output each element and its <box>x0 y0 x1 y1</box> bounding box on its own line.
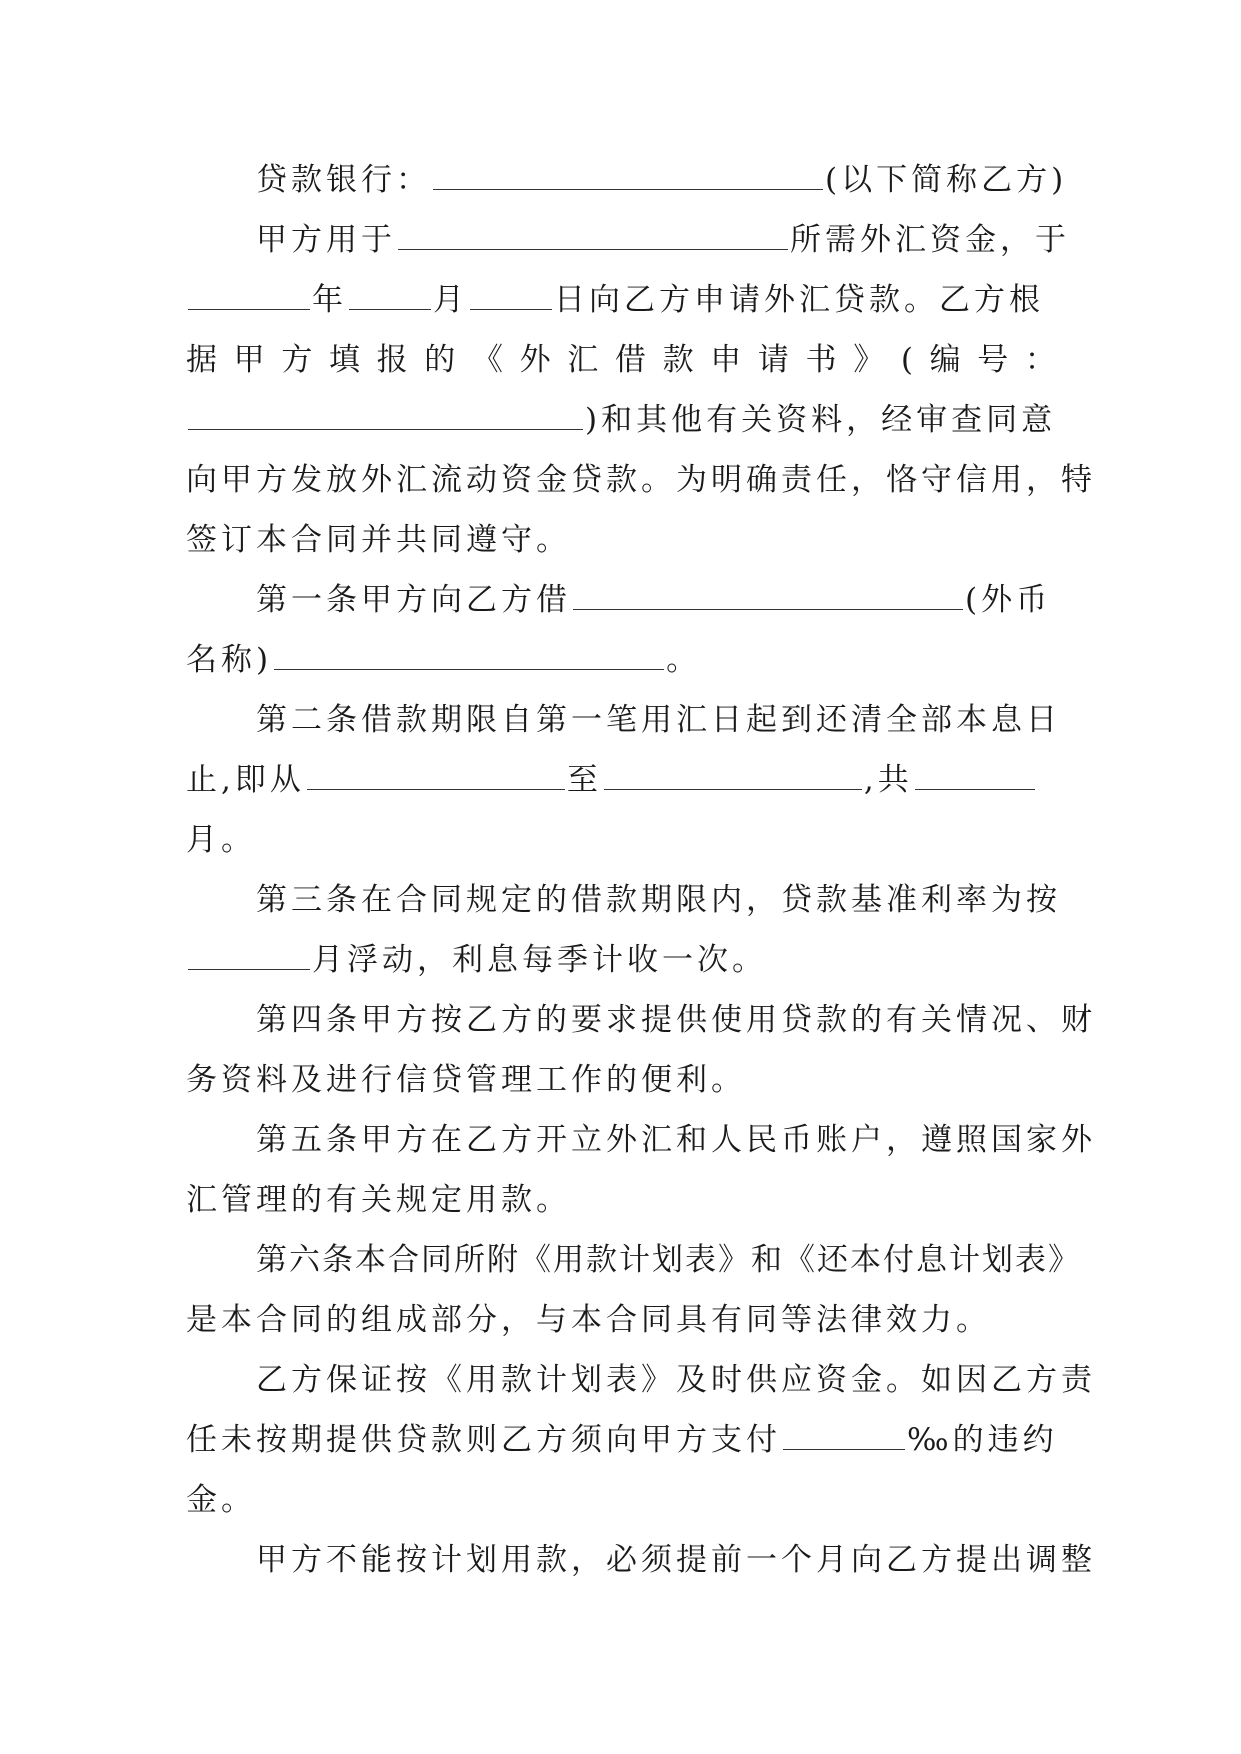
text-fragment: (以下简称乙方) <box>825 162 1068 198</box>
text-fragment: 月。 <box>186 822 256 858</box>
text-line <box>186 810 1056 870</box>
text-fragment: 。 <box>666 642 702 678</box>
text-fragment: 第六条本合同所附《用款计划表》和《还本付息计划表》 <box>256 1242 1081 1278</box>
guarantee-line <box>256 1350 1096 1410</box>
blank-field[interactable] <box>573 575 963 610</box>
char: 的 <box>424 342 456 378</box>
text-fragment: 月浮动，利息每季计收一次。 <box>312 942 767 978</box>
text-line <box>186 510 1056 570</box>
char: 借 <box>614 342 646 378</box>
text-fragment: 第三条在合同规定的借款期限内，贷款基准利率为按 <box>256 882 1061 918</box>
text-fragment: 所需外汇资金，于 <box>790 222 1070 258</box>
char: 》 <box>853 342 885 378</box>
text-line <box>186 1050 1056 1110</box>
char: 甲 <box>233 342 265 378</box>
currency-line <box>186 630 1056 690</box>
blank-field[interactable] <box>470 275 552 310</box>
text-fragment: 签订本合同并共同遵守。 <box>186 522 571 558</box>
article-3-line <box>256 870 1061 930</box>
article-6-line <box>256 1230 1081 1290</box>
char: 申 <box>710 342 742 378</box>
text-fragment: 日向乙方申请外汇贷款。乙方根 <box>554 282 1044 318</box>
blank-field[interactable] <box>188 275 310 310</box>
char: 填 <box>328 342 360 378</box>
blank-field[interactable] <box>398 215 788 250</box>
text-fragment: (外币 <box>965 582 1052 618</box>
text-fragment: 月 <box>433 282 468 318</box>
char: 书 <box>805 342 837 378</box>
char: 《 <box>471 342 503 378</box>
blank-field[interactable] <box>433 155 823 190</box>
text-fragment: 第五条甲方在乙方开立外汇和人民币账户，遵照国家外 <box>256 1122 1096 1158</box>
period-line <box>186 750 1056 810</box>
purpose-line <box>256 210 1070 270</box>
text-fragment: 是本合同的组成部分，与本合同具有同等法律效力。 <box>186 1302 991 1338</box>
text-fragment: 甲方用于 <box>256 222 396 258</box>
date-line <box>186 270 1056 330</box>
char: 号 <box>977 342 1009 378</box>
text-fragment: 金。 <box>186 1482 256 1518</box>
text-line <box>186 1290 1056 1350</box>
blank-field[interactable] <box>604 755 862 790</box>
rate-line <box>186 930 1056 990</box>
text-fragment: 任未按期提供贷款则乙方须向甲方支付 <box>186 1422 781 1458</box>
article-5-line <box>256 1110 1096 1170</box>
text-line <box>186 1470 1056 1530</box>
blank-field[interactable] <box>274 635 664 670</box>
article-2-line <box>256 690 1061 750</box>
blank-field[interactable] <box>307 755 565 790</box>
char: ( <box>900 342 913 378</box>
char: 汇 <box>567 342 599 378</box>
number-line <box>186 390 1056 450</box>
text-fragment: 名称) <box>186 642 273 678</box>
text-fragment: 第二条借款期限自第一笔用汇日起到还清全部本息日 <box>256 702 1061 738</box>
char: 款 <box>662 342 694 378</box>
bank-line <box>256 150 1068 210</box>
text-fragment: 乙方保证按《用款计划表》及时供应资金。如因乙方责 <box>256 1362 1096 1398</box>
text-fragment: 第一条甲方向乙方借 <box>256 582 571 618</box>
char: 外 <box>519 342 551 378</box>
blank-field[interactable] <box>783 1415 905 1450</box>
spread-line <box>186 330 1056 390</box>
char: 据 <box>186 342 217 378</box>
text-line <box>186 450 1096 510</box>
text-fragment: 甲方不能按计划用款，必须提前一个月向乙方提出调整 <box>256 1542 1096 1578</box>
penalty-line <box>186 1410 1056 1470</box>
article-1-line <box>256 570 1056 630</box>
blank-field[interactable] <box>349 275 431 310</box>
char: ： <box>1024 342 1056 378</box>
article-4-line <box>256 990 1096 1050</box>
text-fragment: 务资料及进行信贷管理工作的便利。 <box>186 1062 746 1098</box>
text-fragment: 止,即从 <box>186 762 305 798</box>
text-line <box>186 1170 1056 1230</box>
blank-field[interactable] <box>915 755 1035 790</box>
text-fragment: 第四条甲方按乙方的要求提供使用贷款的有关情况、财 <box>256 1002 1096 1038</box>
blank-field[interactable] <box>188 395 583 430</box>
text-fragment: 向甲方发放外汇流动资金贷款。为明确责任，恪守信用，特 <box>186 462 1096 498</box>
char: 请 <box>757 342 789 378</box>
text-fragment: )和其他有关资料，经审查同意 <box>585 402 1057 438</box>
text-fragment: 贷款银行： <box>256 162 431 198</box>
text-fragment: 汇管理的有关规定用款。 <box>186 1182 571 1218</box>
char: 报 <box>376 342 408 378</box>
text-fragment: ,共 <box>863 762 913 798</box>
text-fragment: 至 <box>566 762 602 798</box>
adjustment-line <box>256 1530 1096 1590</box>
text-fragment: 年 <box>312 282 347 318</box>
char: 方 <box>281 342 313 378</box>
text-fragment: ‰的违约 <box>907 1422 1058 1458</box>
blank-field[interactable] <box>188 935 310 970</box>
char: 编 <box>929 342 961 378</box>
